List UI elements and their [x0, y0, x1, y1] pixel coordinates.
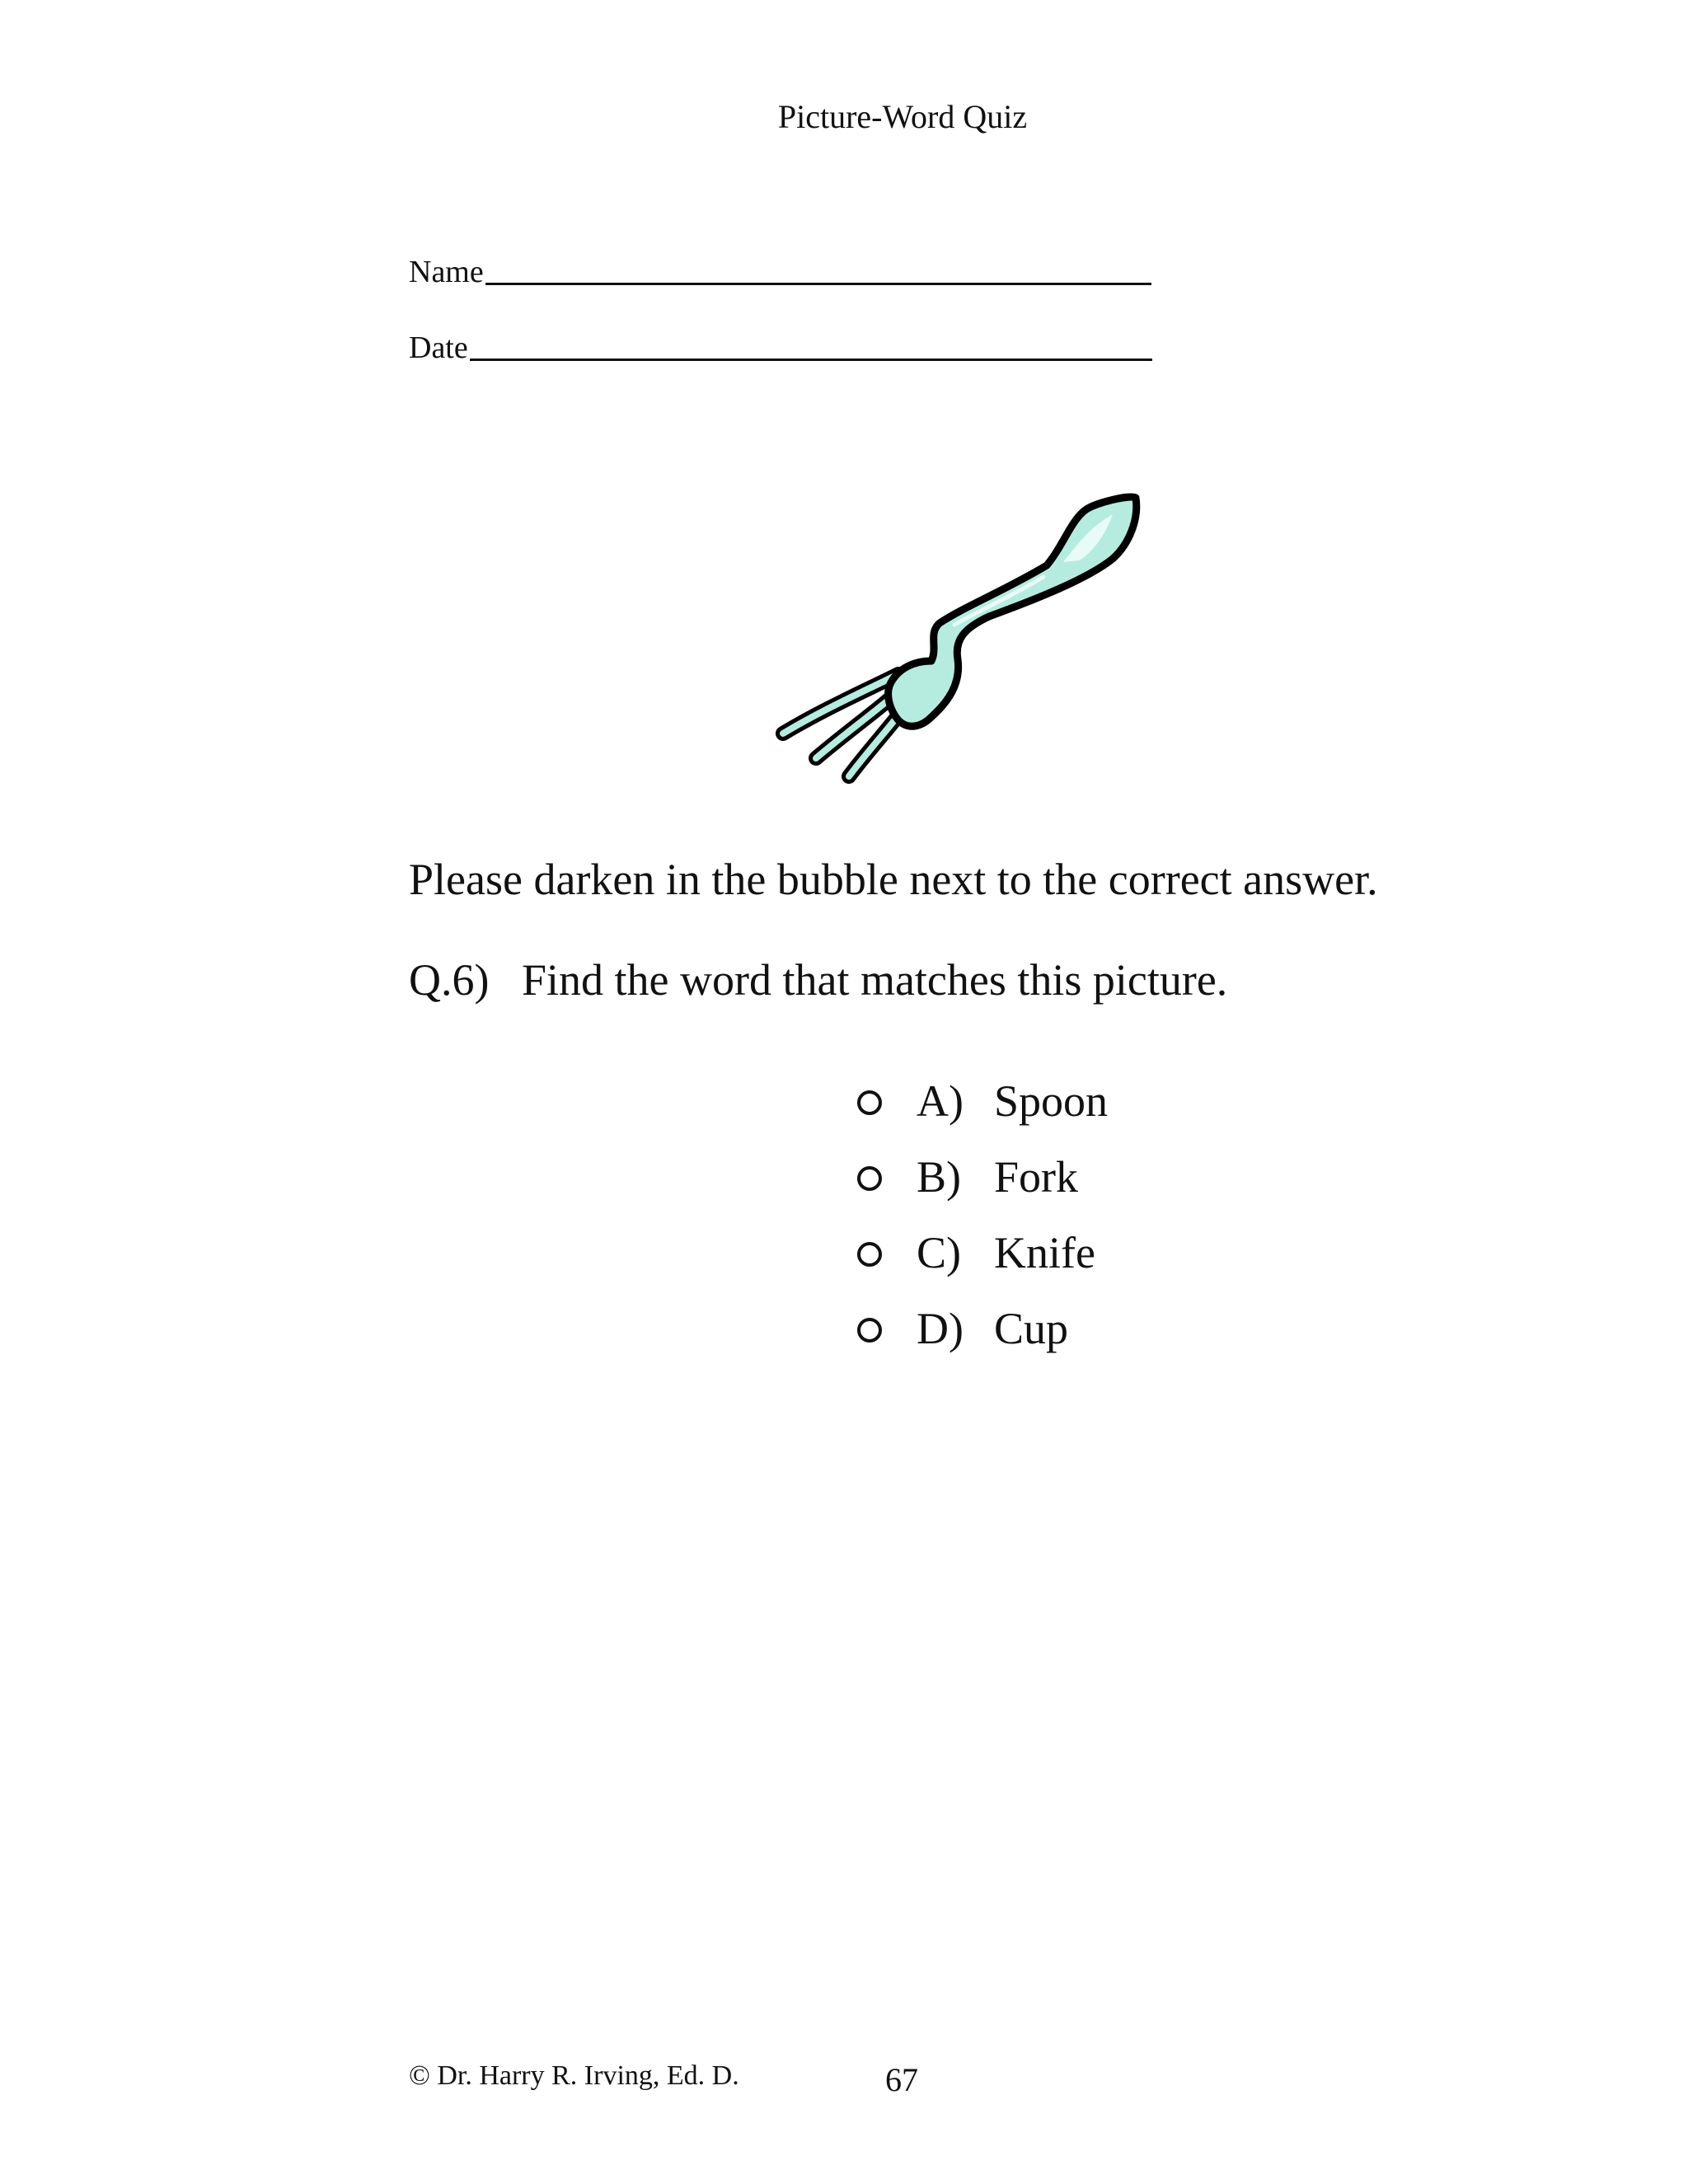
question	[409, 954, 1227, 1005]
date-field[interactable]	[409, 330, 1152, 366]
name-field[interactable]	[409, 254, 1151, 290]
question-number: Q.6)	[409, 955, 490, 1005]
option-letter: B)	[917, 1152, 961, 1202]
instructions-text: Please darken in the bubble next to the correct answer.	[409, 855, 1378, 904]
question-text: Find the word that matches this picture.	[521, 955, 1228, 1005]
date-underline[interactable]	[470, 359, 1152, 361]
option-text: Cup	[994, 1304, 1069, 1353]
answer-bubble[interactable]	[857, 1166, 882, 1191]
page-number: 67	[885, 2061, 918, 2098]
option-c[interactable]	[857, 1215, 1108, 1291]
option-letter: C)	[917, 1228, 961, 1277]
name-label: Name	[409, 255, 484, 289]
option-letter: D)	[917, 1304, 964, 1353]
footer-copyright: © Dr. Harry R. Irving, Ed. D.	[409, 2060, 739, 2091]
fork-icon	[767, 486, 1154, 832]
date-label: Date	[409, 330, 468, 365]
option-d[interactable]	[857, 1291, 1108, 1366]
answer-bubble[interactable]	[857, 1242, 882, 1267]
answer-bubble[interactable]	[857, 1090, 882, 1115]
answer-options	[857, 1063, 1108, 1366]
name-underline[interactable]	[485, 283, 1151, 285]
page-title: Picture-Word Quiz	[777, 98, 1028, 135]
option-text: Fork	[994, 1152, 1079, 1202]
option-text: Spoon	[994, 1076, 1109, 1126]
option-letter: A)	[917, 1076, 964, 1126]
option-b[interactable]	[857, 1139, 1108, 1215]
option-a[interactable]	[857, 1063, 1108, 1139]
answer-bubble[interactable]	[857, 1318, 882, 1343]
option-text: Knife	[994, 1228, 1095, 1277]
